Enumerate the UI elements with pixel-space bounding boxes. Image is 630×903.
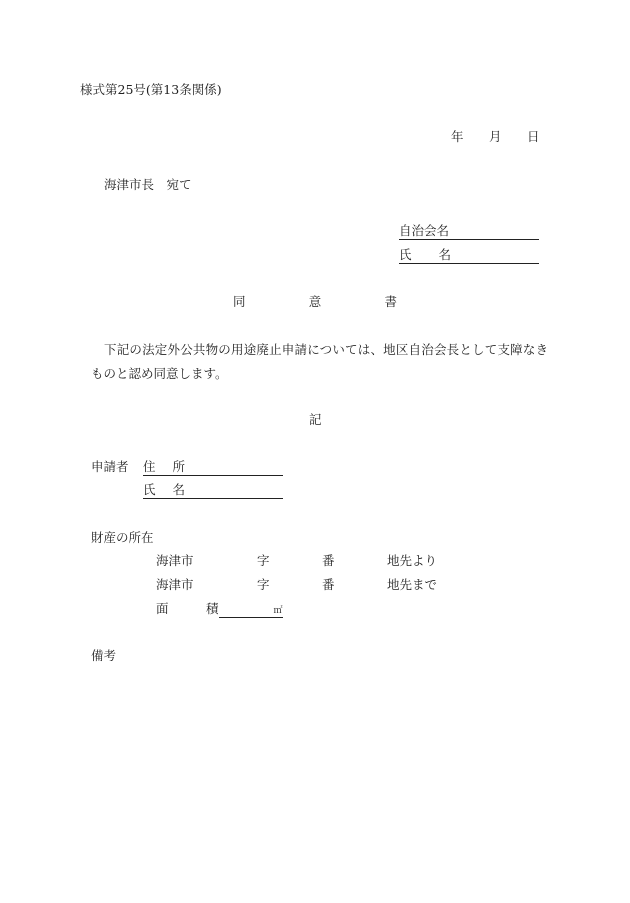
- submitter-name-label-1: 氏: [399, 247, 412, 262]
- document-title: [233, 296, 397, 309]
- submitter-name-label-2: 名: [438, 247, 452, 262]
- property-area-field: [206, 603, 283, 618]
- property-row-to-aza: 字: [257, 577, 270, 592]
- area-unit: ㎡: [273, 606, 283, 616]
- property-row-to-city: 海津市: [156, 577, 194, 592]
- association-name-field: [399, 225, 539, 240]
- remarks-label: 備考: [91, 648, 117, 663]
- property-row-from-suffix: 地先より: [387, 553, 438, 568]
- applicant-name-label-1: 氏: [143, 482, 156, 497]
- addressee: 海津市長 宛て: [104, 177, 192, 192]
- body-line-1: 下記の法定外公共物の用途廃止申請については、地区自治会長として支障なき: [104, 342, 549, 357]
- association-name-label: 自治会名: [399, 223, 450, 238]
- body-line-2: ものと認め同意します。: [91, 366, 228, 381]
- title-char-2: 意: [308, 294, 322, 309]
- property-area-label-1: 面: [156, 601, 169, 616]
- property-area-label-2: 積: [206, 601, 219, 616]
- property-row-from-ban: 番: [322, 553, 335, 568]
- applicant-address-label-1: 住: [143, 459, 156, 474]
- property-row-from-city: 海津市: [156, 553, 194, 568]
- date-month: 月: [489, 129, 502, 144]
- property-row-to-ban: 番: [322, 577, 335, 592]
- applicant-address-field: [143, 461, 283, 476]
- applicant-name-label-2: 名: [172, 482, 186, 497]
- applicant-label: 申請者: [91, 459, 129, 474]
- submitter-name-field: [399, 249, 539, 264]
- property-label: 財産の所在: [91, 530, 154, 545]
- ki-mark: 記: [309, 412, 322, 427]
- form-number: 様式第25号(第13条関係): [80, 82, 222, 97]
- date-day: 日: [527, 129, 540, 144]
- applicant-address-label-2: 所: [172, 459, 186, 474]
- date-year: 年: [451, 129, 464, 144]
- title-char-3: 書: [384, 294, 397, 309]
- applicant-name-field: [143, 484, 283, 499]
- property-row-to-suffix: 地先まで: [387, 577, 438, 592]
- property-row-from-aza: 字: [257, 553, 270, 568]
- title-char-1: 同: [233, 294, 246, 309]
